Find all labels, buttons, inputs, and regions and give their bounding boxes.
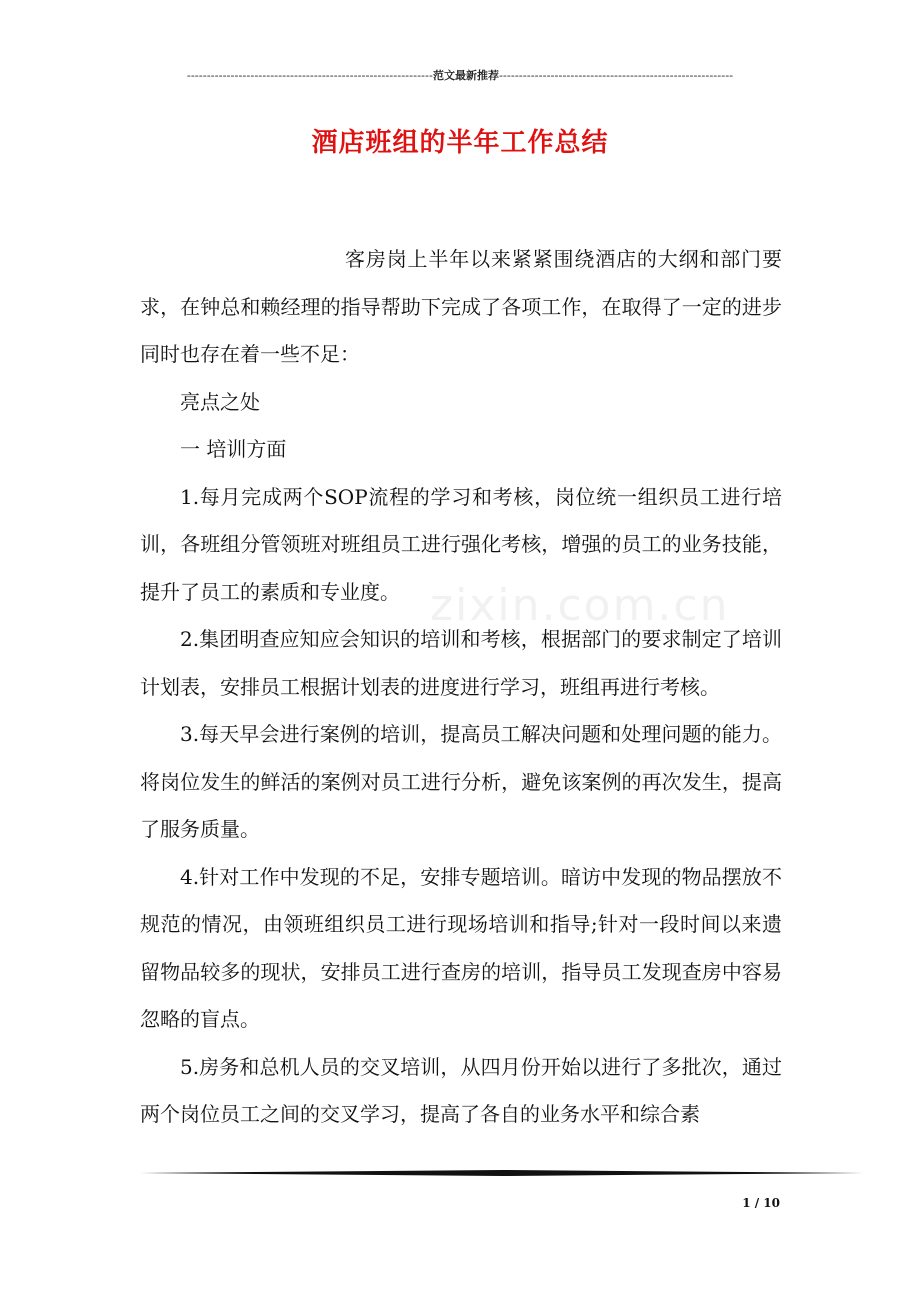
page-number: 1 / 10 [742,1196,780,1210]
footer-divider [140,1170,864,1176]
header-label: 范文最新推荐 [432,69,499,82]
subsection-heading: 一 培训方面 [180,437,287,461]
header-left-dashes: -------------------------------------------------------------- [186,69,433,82]
section-heading: 亮点之处 [180,389,260,414]
list-item: 2.集团明查应知应会知识的培训和考核，根据部门的要求制定了培训计划表，安排员工根据计划表的进度进行学习，班组再进行考核。 [140,627,782,699]
list-item: 4.针对工作中发现的不足，安排专题培训。暗访中发现的物品摆放不规范的情况，由领班组织员工进行现场培训和指导;针对一段时间以来遗留物品较多的现状，安排员工进行查房的培训，指导员工发现查房中容易忽略的盲点。 [140,864,782,1031]
watermark: zixin.com.cn [430,580,730,631]
list-item: 3.每天早会进行案例的培训，提高员工解决问题和处理问题的能力。将岗位发生的鲜活的案例对员工进行分析，避免该案例的再次发生，提高了服务质量。 [140,722,782,841]
list-item: 1.每月完成两个SOP流程的学习和考核，岗位统一组织员工进行培训，各班组分管领班对班组员工进行强化考核，增强的员工的业务技能，提升了员工的素质和专业度。 [140,484,782,604]
document-body [140,236,782,1139]
page-header [140,68,780,84]
list-item: 5.房务和总机人员的交叉培训，从四月份开始以进行了多批次，通过两个岗位员工之间的交叉学习，提高了各自的业务水平和综合素 [140,1054,782,1126]
header-right-dashes: ----------------------------------------------------------- [498,69,734,82]
document-title: 酒店班组的半年工作总结 [311,128,609,158]
intro-paragraph: 客房岗上半年以来紧紧围绕酒店的大纲和部门要求，在钟总和赖经理的指导帮助下完成了各项工作，在取得了一定的进步同时也存在着一些不足： [140,247,782,366]
